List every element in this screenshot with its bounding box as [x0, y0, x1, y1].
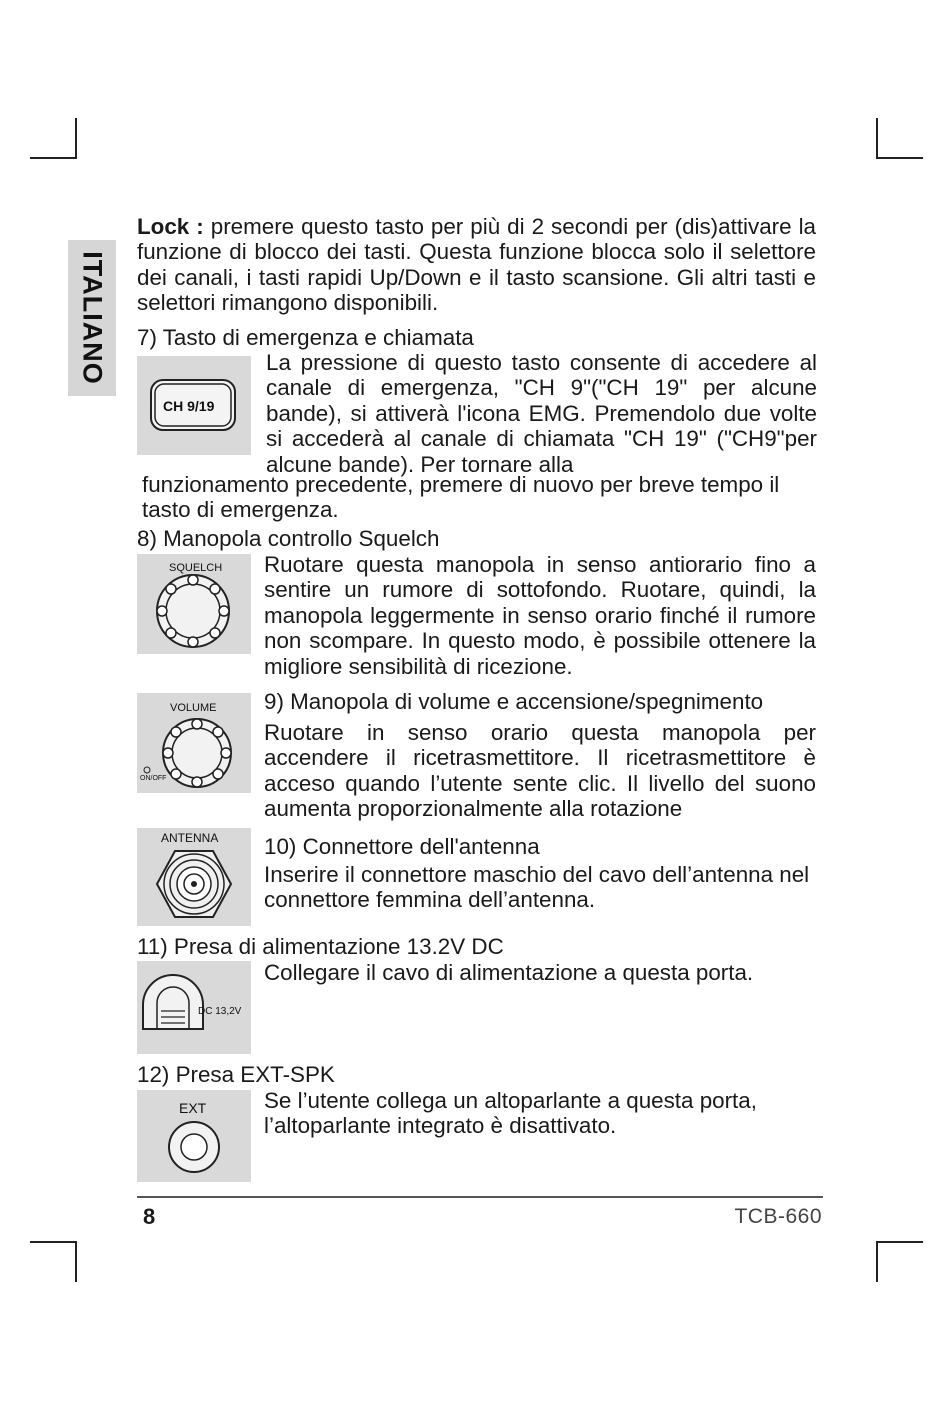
volume-label: VOLUME	[170, 702, 217, 714]
squelch-knob-illustration	[137, 554, 251, 654]
emergency-button-illustration	[137, 356, 251, 455]
on-off-label: ON/OFF	[140, 775, 167, 782]
antenna-connector-illustration	[137, 828, 251, 926]
section-7-heading: 7) Tasto di emergenza e chiamata	[137, 325, 474, 350]
page-number: 8	[143, 1204, 156, 1229]
section-12-text: Se l’utente collega un altoparlante a questa porta, l’altoparlante integrato è disattivato.	[264, 1088, 757, 1139]
dc-label: DC 13,2V	[198, 1006, 242, 1017]
crop-mark-tr-h	[876, 157, 923, 159]
section-10-heading: 10) Connettore dell'antenna	[264, 834, 540, 859]
squelch-knob-icon	[137, 554, 251, 654]
lock-paragraph	[137, 214, 816, 316]
ch9-button-label: CH 9/19	[163, 398, 215, 414]
squelch-label: SQUELCH	[169, 562, 223, 574]
antenna-connector-icon	[137, 828, 251, 926]
section-7-text: La pressione di questo tasto consente di accedere al canale di emergenza, "CH 9"("CH 19" per alcune bande), si attiverà l'icona EMG. Premendolo due volte si accederà al canale di chiamata "CH 19" ("CH9"per alcune bande). Per tornare alla	[266, 350, 817, 477]
section-7-text-continued: funzionamento precedente, premere di nuovo per breve tempo il tasto di emergenza.	[142, 472, 780, 523]
lock-title: Lock :	[137, 214, 204, 239]
power-socket-illustration	[137, 961, 251, 1054]
crop-mark-tl-h	[30, 157, 77, 159]
crop-mark-br-v	[876, 1241, 878, 1282]
ext-speaker-jack-illustration	[137, 1090, 251, 1182]
section-10-text: Inserire il connettore maschio del cavo dell’antenna nel connettore femmina dell’antenna.	[264, 862, 810, 913]
footer-divider	[137, 1196, 823, 1198]
crop-mark-br-h	[876, 1241, 923, 1243]
section-11-text: Collegare il cavo di alimentazione a questa porta.	[264, 960, 754, 985]
antenna-label: ANTENNA	[161, 831, 219, 845]
volume-knob-illustration	[137, 693, 251, 793]
section-9-text: Ruotare in senso orario questa manopola per accendere il ricetrasmettitore. Il ricetrasmettitore è acceso quando l’utente sente clic. Il livello del suono aumenta proporzionalmente alla rotazione	[264, 720, 816, 822]
section-9-heading: 9) Manopola di volume e accensione/spegnimento	[264, 689, 764, 714]
crop-mark-bl-v	[75, 1241, 77, 1282]
section-8-heading: 8) Manopola controllo Squelch	[137, 526, 440, 551]
model-name: TCB-660	[734, 1205, 822, 1228]
ext-label: EXT	[179, 1100, 207, 1116]
language-tab-label: ITALIANO	[77, 251, 108, 385]
section-8-text: Ruotare questa manopola in senso antiorario fino a sentire un rumore di sottofondo. Ruotare, quindi, la manopola leggermente in senso orario finché il rumore non scompare. In questo modo, è possibile ottenere la migliore sensibilità di ricezione.	[264, 552, 816, 679]
crop-mark-tr-v	[876, 118, 878, 159]
crop-mark-tl-v	[75, 118, 77, 159]
crop-mark-bl-h	[30, 1241, 77, 1243]
ext-jack-icon	[137, 1090, 251, 1182]
section-11-heading: 11) Presa di alimentazione 13.2V DC	[137, 934, 504, 959]
section-12-heading: 12) Presa EXT-SPK	[137, 1062, 335, 1087]
lock-text: premere questo tasto per più di 2 secondi per (dis)attivare la funzione di blocco dei tasti. Questa funzione blocca solo il selettore dei canali, i tasti rapidi Up/Down e il tasto scansione. Gli altri tasti e selettori rimangono disponibili.	[137, 214, 817, 316]
